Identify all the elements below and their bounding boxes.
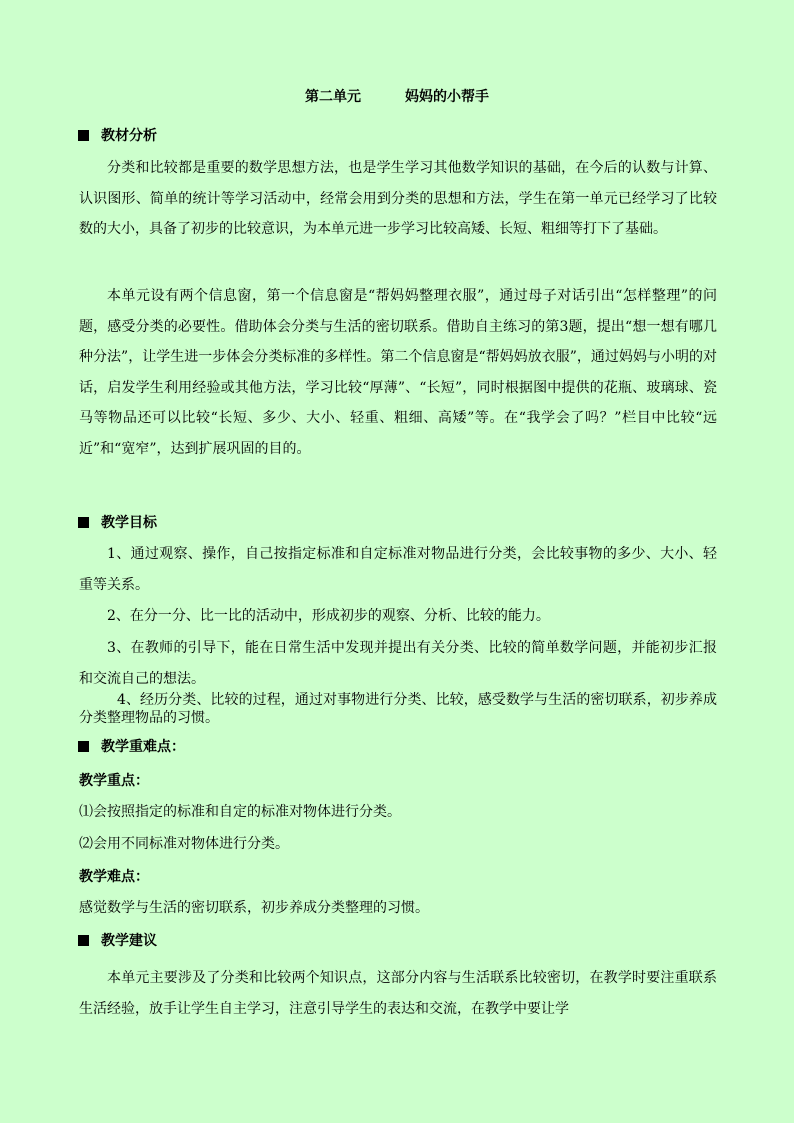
analysis-paragraph-1: 分类和比较都是重要的数学思想方法，也是学生学习其他数学知识的基础，在今后的认数与计算、认识图形、简单的统计等学习活动中，经常会用到分类的思想和方法，学生在第一单元已经学习了比较数的大小，具备了初步的比较意识，为本单元进一步学习比较高矮、长短、粗细等打下了基础。 [79, 160, 717, 237]
square-bullet-icon [78, 517, 89, 528]
key-point-1: ⑴会按照指定的标准和自定的标准对物体进行分类。 [79, 804, 401, 820]
analysis-paragraph-2: 本单元设有两个信息窗，第一个信息窗是“帮妈妈整理衣服”，通过母子对话引出“怎样整理”的问题，感受分类的必要性。借助体会分类与生活的密切联系。借助自主练习的第3题，提出“想一想有哪几种分法”，让学生进一步体会分类标准的多样性。第二个信息窗是“帮妈妈放衣服”，通过妈妈与小明的对话，启发学生利用经验或其他方法，学习比较“厚薄”、“长短”，同时根据图中提供的花瓶、玻璃球、瓷马等物品还可以比较“长短、多少、大小、轻重、粗细、高矮”等。在“我学会了吗？”栏目中比较“远近”和“宽窄”，达到扩展巩固的目的。 [79, 288, 717, 457]
page-title [0, 86, 794, 106]
square-bullet-icon [78, 741, 89, 752]
unit-name: 妈妈的小帮手 [405, 89, 489, 105]
goal-item-3: 3、在教师的引导下，能在日常生活中发现并提出有关分类、比较的简单数学问题，并能初步汇报和交流自己的想法。 [79, 640, 717, 687]
section-heading-suggest: 教学建议 [78, 930, 157, 950]
difficulty-label: 教学难点： [79, 869, 149, 885]
section-heading-goals: 教学目标 [78, 512, 157, 532]
difficulty-point-1: 感觉数学与生活的密切联系，初步养成分类整理的习惯。 [79, 900, 429, 916]
key-point-2: ⑵会用不同标准对物体进行分类。 [79, 836, 289, 852]
unit-label: 第二单元 [305, 89, 361, 105]
goal-item-2: 2、在分一分、比一比的活动中，形成初步的观察、分析、比较的能力。 [107, 608, 550, 624]
square-bullet-icon [78, 935, 89, 946]
key-label: 教学重点： [79, 773, 149, 789]
section-heading-analysis: 教材分析 [78, 125, 157, 145]
suggest-paragraph-1: 本单元主要涉及了分类和比较两个知识点，这部分内容与生活联系比较密切，在教学时要注重联系生活经验，放手让学生自主学习，注意引导学生的表达和交流，在教学中要让学 [79, 970, 717, 1017]
square-bullet-icon [78, 130, 89, 141]
section-heading-keypoints: 教学重难点： [78, 736, 185, 756]
goal-item-1: 1、通过观察、操作，自己按指定标准和自定标准对物品进行分类，会比较事物的多少、大小、轻重等关系。 [79, 546, 717, 593]
goal-item-4: 4、经历分类、比较的过程，通过对事物进行分类、比较，感受数学与生活的密切联系，初步养成分类整理物品的习惯。 [79, 692, 717, 726]
